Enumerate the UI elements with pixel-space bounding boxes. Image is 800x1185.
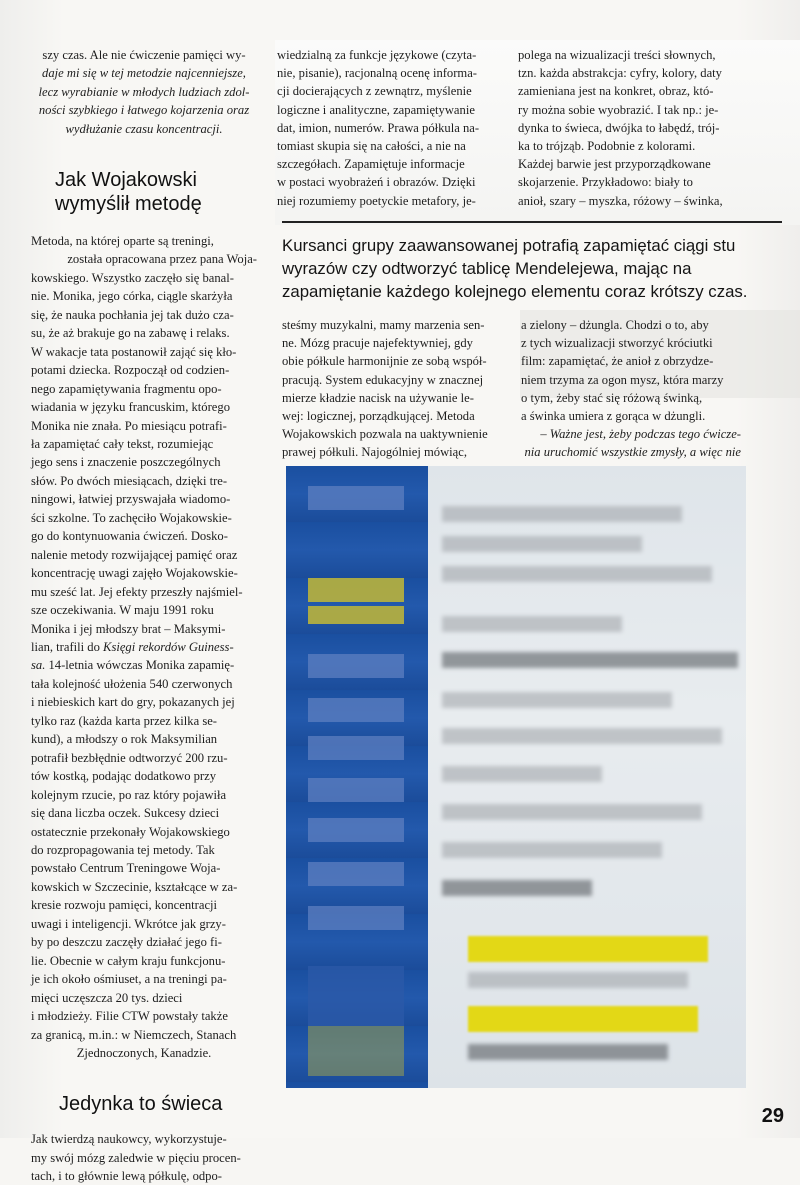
image-blue-sidebar: [286, 466, 428, 1088]
column-right-top: polega na wizualizacji treści słownych, tzn. każda abstrakcja: cyfry, kolory, daty zamieniana jest na konkret, obraz, któ- ry można sobie wyobrazić. I tak np.: je- dynka to świeca, dwójka to łabędź, trój- ka to trójząb. Podobnie z kolorami. Każdej barwie jest przyporządkowane skojarzenie. Przykładowo: biały to anioł, szary – myszka, różowy – świnka,: [518, 48, 723, 208]
image-content-pane: [428, 466, 746, 1088]
page-number: 29: [761, 1105, 784, 1127]
column-left: [31, 46, 257, 1185]
heading-jak-wojakowski: Jak Wojakowski wymyślił metodę: [55, 169, 202, 216]
divider-rule: [282, 221, 782, 223]
column-right-bottom: a zielony – dżungla. Chodzi o to, aby z tych wizualizacji stworzyć króciutki film: zapamiętać, że anioł z obrzydze- niem trzyma za ogon mysz, która marzy o tym, żeby stać się różową świnką, a świnka umiera z gorąca w dżungli. – Ważne jest, żeby podczas tego ćwicze- nia uruchomić wszystkie zmysły, a więc nie: [521, 318, 741, 460]
blurred-screenshot-image: [286, 466, 746, 1088]
column-middle-top: wiedzialną za funkcje językowe (czyta- nie, pisanie), racjonalną ocenę informa- cji docierających z zewnątrz, myślenie logiczne i analityczne, zapamiętywanie dat, imion, numerów. Prawa półkula na- tomiast skupia się na całości, a nie na szczegółach. Zapamiętuje informacje w postaci wyobrażeń i obrazów. Dzięki niej rozumiemy poetyckie metafory, je-: [277, 48, 480, 208]
column-middle-bottom: steśmy muzykalni, mamy marzenia sen- ne. Mózg pracuje najefektywniej, gdy obie półkule harmonijnie ze sobą współ- pracują. System edukacyjny w znacznej mierze kładzie nacisk na używanie le- wej: logicznej, porządkującej. Metoda Wojakowskich pozwala na uaktywnienie prawej półkuli. Najogólniej mówiąc,: [282, 318, 488, 460]
tail-paragraph: Jak twierdzą naukowcy, wykorzystuje- my swój mózg zaledwie w pięciu procen- tach, i to głównie lewą półkulę, odpo-: [31, 1132, 241, 1183]
heading-jedynka-to-swieca: Jedynka to świeca: [59, 1093, 223, 1116]
body-paragraph: Metoda, na której oparte są treningi, została opracowana przez pana Woja- kowskiego. Wszystko zaczęło się banal- nie. Monika, jego córka, ciągle skarżyła się, że nauka pochłania jej tak dużo cza- su, że aż brakuje go na zabawę i relaks. W wakacje tata postanowił zająć się kło- potami dziecka. Rozpoczął od codzien- nego zapamiętywania fragmentu opo- wiadania w języku francuskim, którego Monika nie znała. Po miesiącu potrafi- ła zapamiętać cały tekst, rozumiejąc jego sens i znaczenie poszczególnych słów. Po dwóch miesiącach, dzięki tre- ningowi, łatwiej przyswajała wiadomo- ści szkolne. To zachęciło Wojakowskie- go do kontynuowania ćwiczeń. Dosko- nalenie metody rozwijającej pamięć oraz koncentrację uwagi zajęło Wojakowskie- mu sześć lat. Jej efekty przeszły najśmiel- sze oczekiwania. W maju 1991 roku Monika i jej młodszy brat – Maksymi- lian, trafili do Księgi rekordów Guiness- sa. 14-letnia wówczas Monika zapamię- tała kolejność ułożenia 540 czerwonych i niebieskich kart do gry, pokazanych jej tylko raz (każda karta przez kilka se- kund), a młodszy o rok Maksymilian potrafił bezbłędnie odtworzyć 200 rzu- tów kostką, podając dodatkowo przy kolejnym rzucie, po raz który pojawiła się dana liczba oczek. Sukcesy dzieci ostatecznie przekonały Wojakowskiego do rozpropagowania tej metody. Tak powstało Centrum Treningowe Woja- kowskich w Szczecinie, kształcące w za- kresie rozwoju pamięci, koncentracji uwagi i inteligencji. Wkrótce jak grzy- by po deszczu zaczęły działać jego fi- lie. Obecnie w całym kraju funkcjonu- je ich około ośmiuset, a na treningi pa- mięci uczęszcza 20 tys. dzieci i młodzieży. Filie CTW powstały także za granicą, m.in.: w Niemczech, Stanach Zjednoczonych, Kanadzie.: [31, 234, 257, 1060]
intro-paragraph: szy czas. Ale nie ćwiczenie pamięci wy- daje mi się w tej metodzie najcenniejsze, lecz wyrabianie w młodych ludziach zdol- ności szybkiego i łatwego kojarzenia oraz wydłużanie czasu koncentracji.: [38, 48, 250, 136]
pull-quote: Kursanci grupy zaawansowanej potrafią zapamiętać ciągi stu wyrazów czy odtworzyć tablicę Mendelejewa, mając na zapamiętanie każdego kolejnego elementu coraz krótszy czas.: [282, 236, 748, 301]
